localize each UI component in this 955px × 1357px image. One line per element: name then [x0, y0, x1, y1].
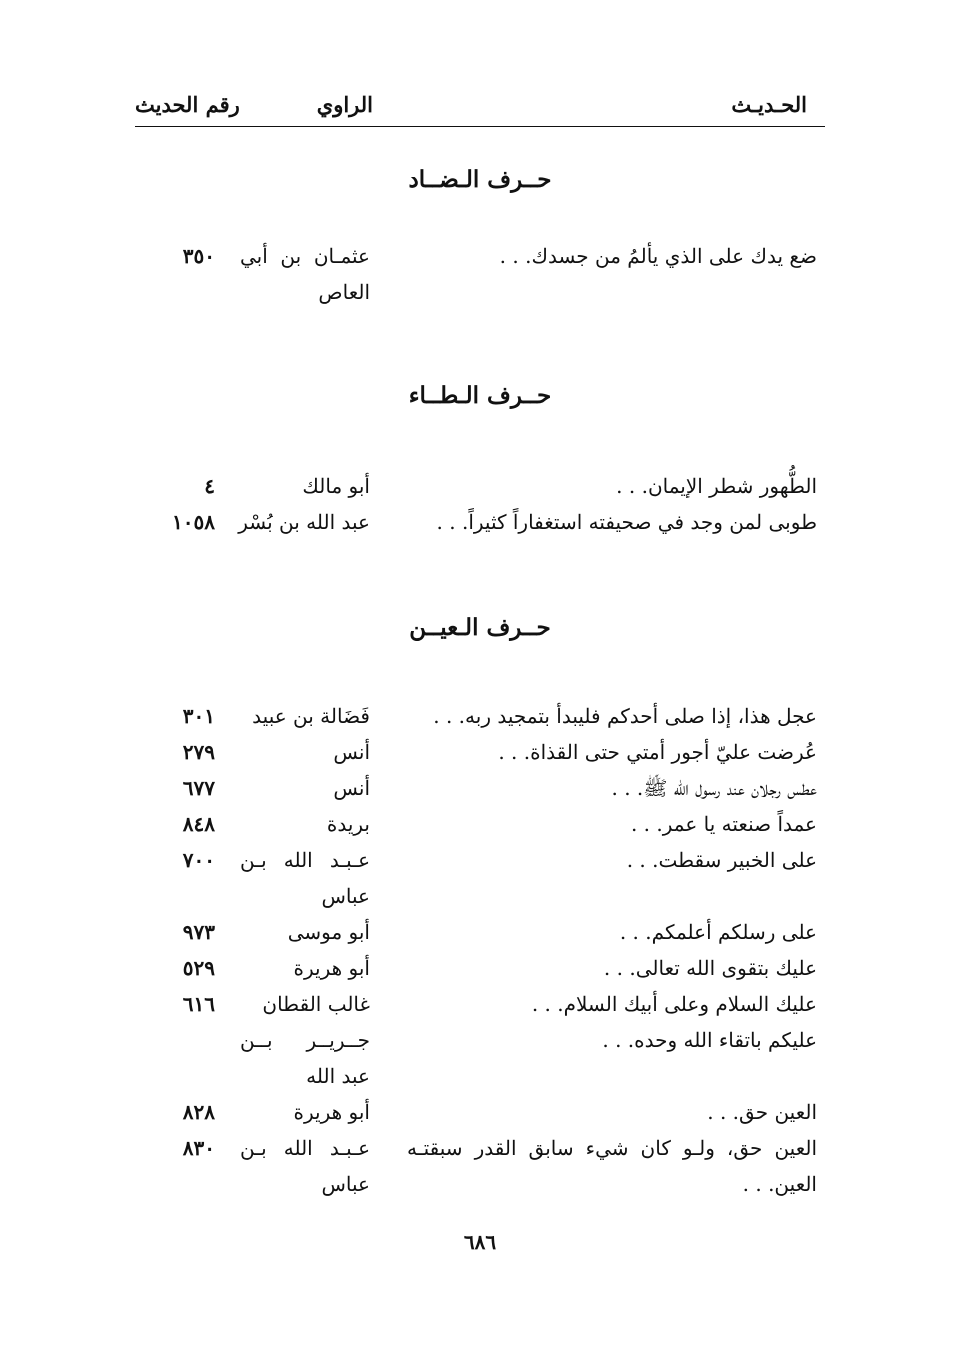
table-row: [135, 504, 825, 540]
hadith-text: عمداً صنعته يا عمر. . .: [630, 812, 817, 836]
narrator: عثمـان بن أبي: [240, 244, 370, 268]
narrator: عـبـد الله بـن: [240, 848, 370, 872]
hadith-text: عجل هذا، إذا صلى أحدكم فليبدأ بتمجيد ربه. . .: [433, 704, 817, 728]
section-title-dad: حــرف الـضــاد: [408, 166, 552, 193]
narrator: جــريــر بــن: [240, 1028, 370, 1052]
hadith-text: عُرضت عليّ أجور أمتي حتى القذاة. . .: [498, 740, 817, 764]
section-title-ta: حــرف الـطــاء: [408, 382, 552, 409]
narrator: أبو مالك: [302, 474, 370, 498]
hadith-text: على الخبير سقطت. . .: [626, 848, 817, 872]
hadith-number: ٨٢٨: [182, 1100, 215, 1124]
hadith-text: عطس رجلان عند رسول الله ﷺ. . .: [611, 776, 817, 800]
narrator: عباس: [321, 1172, 370, 1196]
table-row: [135, 274, 825, 310]
table-row: [135, 238, 825, 274]
hadith-text: العين حق. . .: [707, 1100, 817, 1124]
table-row: [135, 1094, 825, 1130]
table-row: [135, 468, 825, 504]
narrator: أبو موسى: [287, 920, 370, 944]
table-row: [135, 842, 825, 878]
table-row: [135, 914, 825, 950]
header-narrator: الراوي: [316, 92, 373, 117]
page-number: ٦٨٦: [463, 1230, 497, 1254]
hadith-text: عليكم باتقاء الله وحده. . .: [602, 1028, 817, 1052]
hadith-text: عليك السلام وعلى أبيك السلام. . .: [531, 992, 817, 1016]
table-row: [135, 1130, 825, 1166]
narrator: فَضَالة بن عبيد: [252, 704, 370, 728]
hadith-number: ٣٥٠: [182, 244, 215, 268]
narrator: أنس: [333, 740, 370, 764]
narrator: أبو هريرة: [293, 956, 370, 980]
narrator: عباس: [321, 884, 370, 908]
narrator: غالب القطان: [262, 992, 370, 1016]
hadith-text: ضع يدك على الذي يألمُ من جسدك. . .: [499, 244, 817, 268]
hadith-number: ٤: [204, 474, 215, 498]
hadith-number: ٨٤٨: [182, 812, 215, 836]
hadith-text: على رسلكم أعلمكم. . .: [619, 920, 817, 944]
section-title-ayn: حــرف الـعيــن: [409, 614, 551, 641]
header-number: رقم الحديث: [135, 92, 240, 117]
hadith-number: ٨٣٠: [182, 1136, 215, 1160]
header-hadith: الحـديـث: [731, 92, 807, 117]
table-row: [135, 950, 825, 986]
table-row: [135, 698, 825, 734]
hadith-text: العين حق، ولـو كان شيء سابق القدر سبقتـه: [407, 1136, 817, 1160]
hadith-number: ٦٧٧: [182, 776, 215, 800]
hadith-number: ٩٧٣: [182, 920, 215, 944]
hadith-number: ٦١٦: [182, 992, 215, 1016]
table-row: [135, 1058, 825, 1094]
hadith-number: ٣٠١: [182, 704, 215, 728]
table-row: [135, 806, 825, 842]
hadith-number: ٢٧٩: [182, 740, 215, 764]
narrator: عبد الله: [306, 1064, 370, 1088]
table-row: [135, 986, 825, 1022]
hadith-number: ١٠٥٨: [172, 510, 215, 534]
table-row: [135, 878, 825, 914]
table-row: [135, 770, 825, 806]
table-header: [135, 86, 825, 127]
hadith-text: طوبى لمن وجد في صحيفته استغفاراً كثيراً. . .: [436, 510, 817, 534]
table-row: [135, 1022, 825, 1058]
hadith-number: ٥٢٩: [182, 956, 215, 980]
table-row: [135, 734, 825, 770]
hadith-text: عليك بتقوى الله تعالى. . .: [603, 956, 817, 980]
narrator: أبو هريرة: [293, 1100, 370, 1124]
hadith-text: الطُّهور شطر الإيمان. . .: [616, 474, 817, 498]
hadith-number: ٧٠٠: [182, 848, 215, 872]
narrator: بريدة: [326, 812, 370, 836]
narrator: عـبـد الله بـن: [240, 1136, 370, 1160]
narrator: عبد الله بن بُسْر: [238, 510, 370, 534]
hadith-text: العين. . .: [742, 1172, 817, 1196]
narrator: العاص: [318, 280, 370, 304]
table-row: [135, 1166, 825, 1202]
narrator: أنس: [333, 776, 370, 800]
